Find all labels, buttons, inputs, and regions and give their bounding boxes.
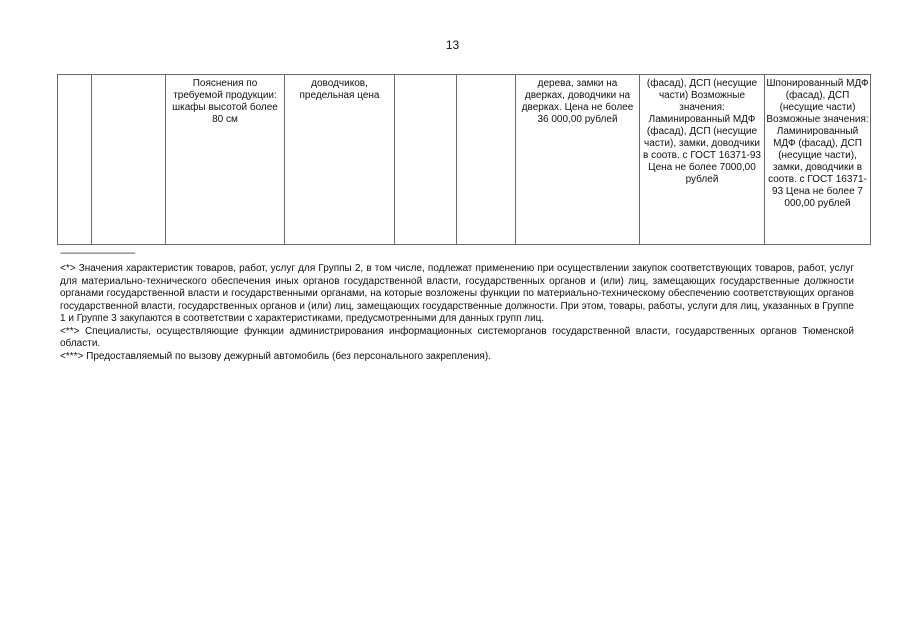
table-cell-product-notes: Пояснения по требуемой продукции: шкафы высотой более 80 см [166, 75, 285, 245]
table-cell-group-2-values: (фасад), ДСП (несущие части) Возможные значения: Ламинированный МДФ (фасад), ДСП (несущие части), замки, доводчики в соотв. с ГОСТ 16371-93 Цена не более 7000,00 рублей [640, 75, 765, 245]
table-cell-group-3-values: Шпонированный МДФ (фасад), ДСП (несущие части) Возможные значения: Ламинированный МДФ (фасад), ДСП (несущие части), замки, доводчики в соотв. с ГОСТ 16371-93 Цена не более 7 000,00 рублей [765, 75, 871, 245]
table-row [58, 75, 871, 245]
specification-table [57, 74, 871, 245]
footnote-double-asterisk: <**> Специалисты, осуществляющие функции администрирования информационных системорганов государственной власти, государственных органов Тюменской области. [60, 325, 854, 349]
table-cell-5 [395, 75, 457, 245]
page-number: 13 [445, 38, 460, 52]
footnotes [60, 263, 854, 363]
table-cell-group-1-values: дерева, замки на дверках, доводчики на дверках. Цена не более 36 000,00 рублей [516, 75, 640, 245]
footnote-divider: -------------------------------- [60, 248, 135, 259]
footnote-single-asterisk: <*> Значения характеристик товаров, работ, услуг для Группы 2, в том числе, подлежат применению при осуществлении закупок соответствующих товаров, работ, услуг для материально-технического обеспечения иных органов государственной власти, государственных органов и (или) лиц, замещающих государственные должности органами государственной власти и государственными органами, на которые возложены функции по материально-техническому обеспечению соответствующих органов государственной власти, государственных органов и (или) лиц, замещающих государственные должности. При этом, товары, работы, услуги для лиц, указанных в Группе 1 и Группе 3 закупаются в соответствии с характеристиками, предусмотренными для данных групп лиц. [60, 263, 854, 324]
table-cell-1 [58, 75, 92, 245]
table-cell-6 [457, 75, 516, 245]
table-cell-2 [92, 75, 166, 245]
footnote-triple-asterisk: <***> Предоставляемый по вызову дежурный автомобиль (без персонального закрепления). [60, 350, 491, 362]
table-cell-price-limit: доводчиков, предельная цена [285, 75, 395, 245]
